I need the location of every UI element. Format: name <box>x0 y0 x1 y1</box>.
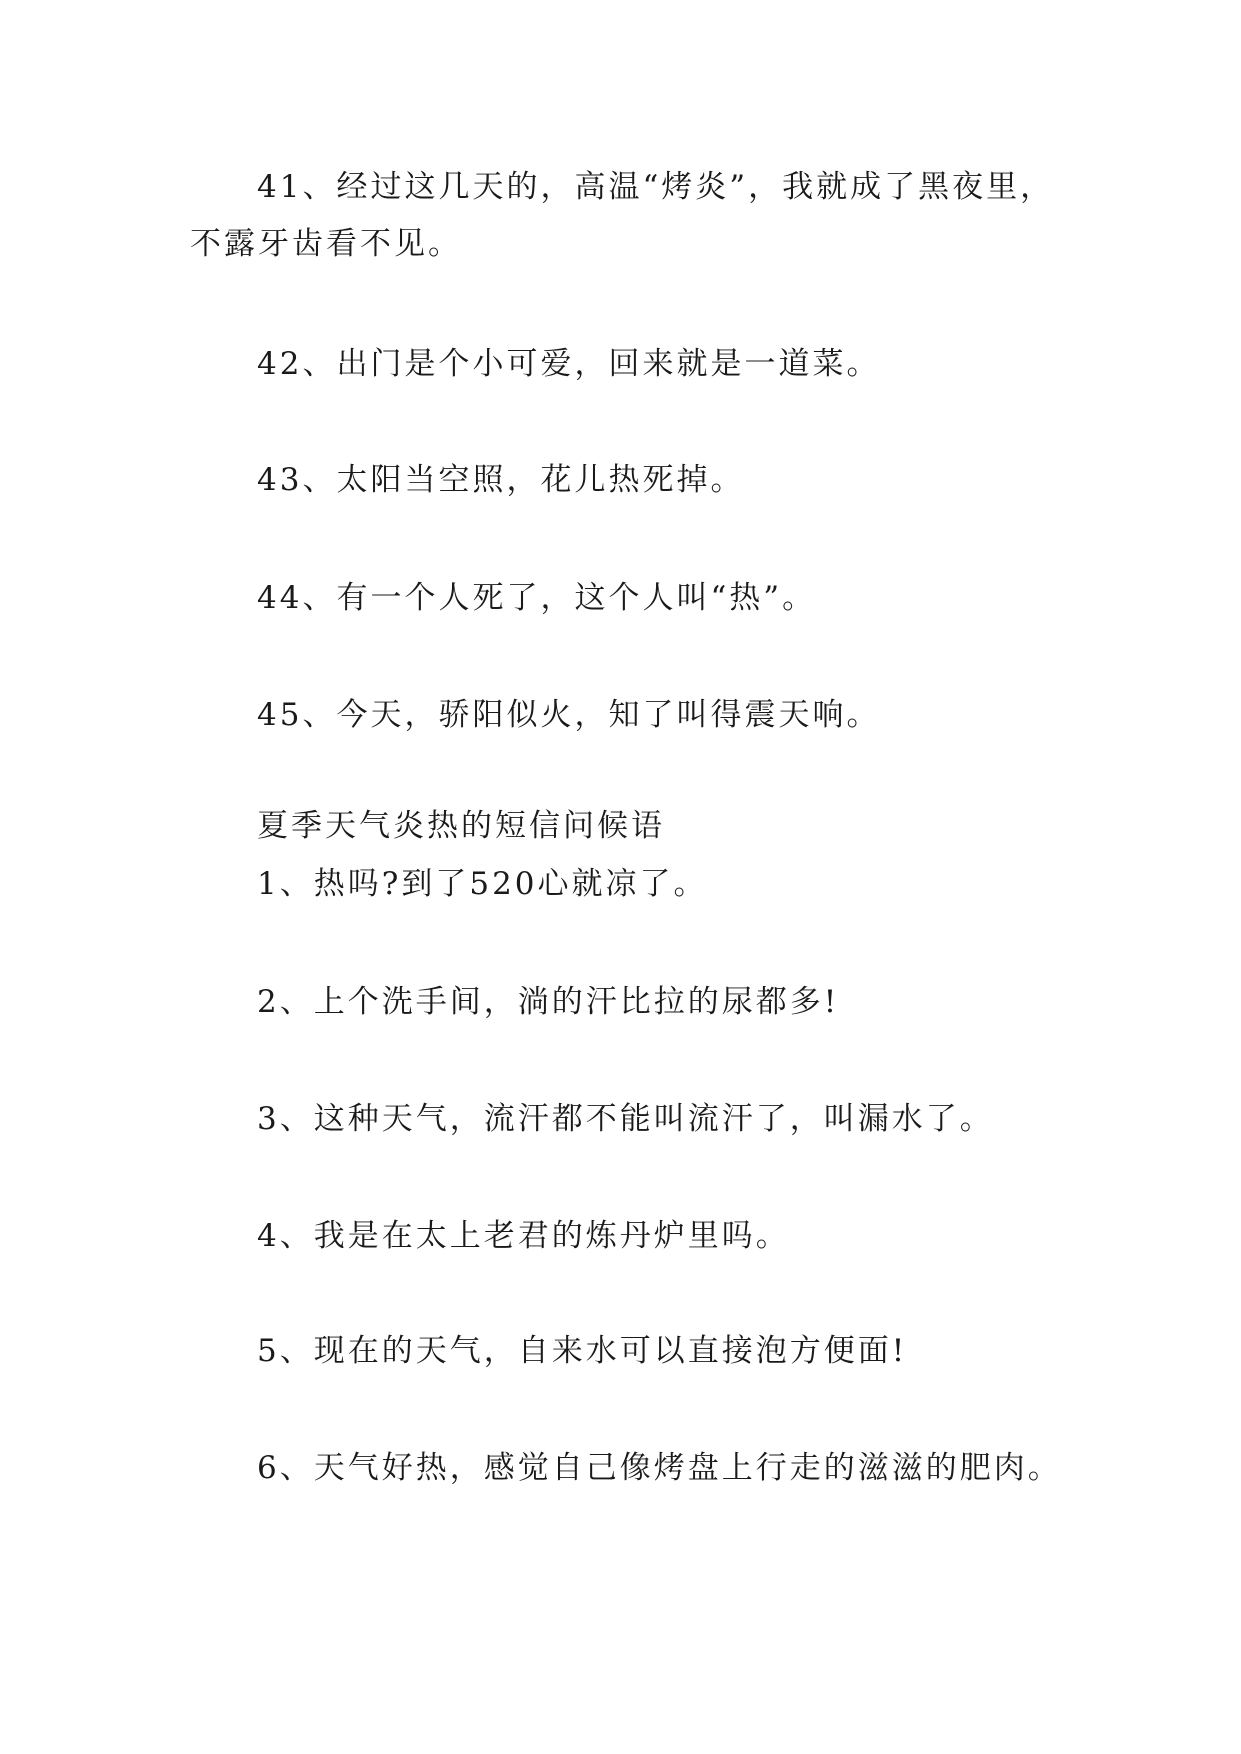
paragraph-43: 43、太阳当空照，花儿热死掉。 <box>257 462 745 498</box>
section-heading: 夏季天气炎热的短信问候语 <box>257 808 665 844</box>
list-item-6: 6、天气好热，感觉自己像烤盘上行走的滋滋的肥肉。 <box>257 1450 1062 1486</box>
paragraph-41-line2: 不露牙齿看不见。 <box>190 226 462 262</box>
list-item-5: 5、现在的天气，自来水可以直接泡方便面! <box>257 1333 908 1369</box>
list-item-3: 3、这种天气，流汗都不能叫流汗了，叫漏水了。 <box>257 1101 994 1137</box>
paragraph-44: 44、有一个人死了，这个人叫“热”。 <box>257 580 817 616</box>
list-item-2: 2、上个洗手间，淌的汗比拉的尿都多! <box>257 984 840 1020</box>
list-item-1: 1、热吗?到了520心就凉了。 <box>257 866 708 902</box>
paragraph-41-line1: 41、经过这几天的，高温“烤炎”，我就成了黑夜里， <box>257 169 1055 205</box>
paragraph-42: 42、出门是个小可爱，回来就是一道菜。 <box>257 346 881 382</box>
list-item-4: 4、我是在太上老君的炼丹炉里吗。 <box>257 1218 790 1254</box>
paragraph-45: 45、今天，骄阳似火，知了叫得震天响。 <box>257 697 881 733</box>
